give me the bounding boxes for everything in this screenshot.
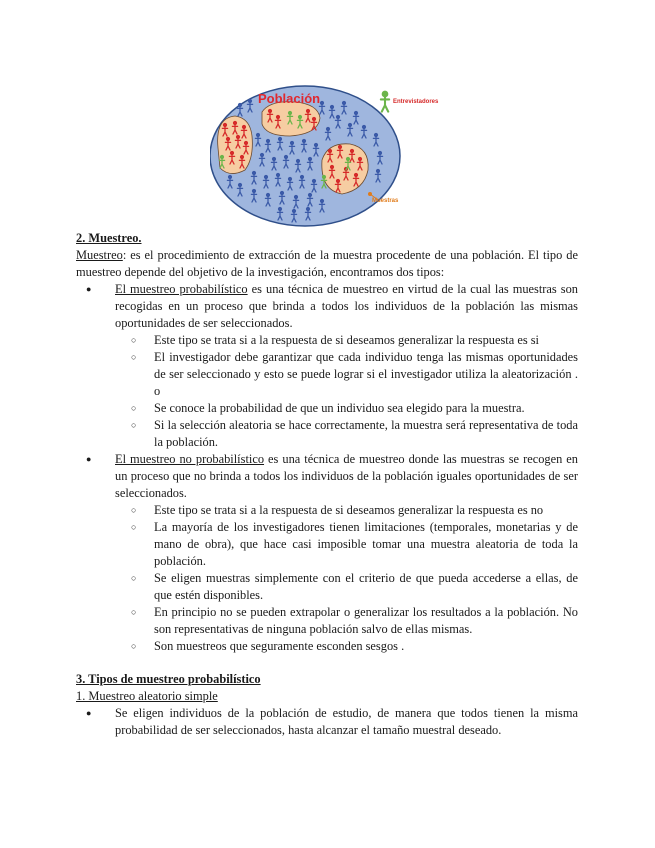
intro-text: : es el procedimiento de extracción de la muestra procedente de una población. El tipo de muestreo depende del objetivo de la investigación, encontramos dos tipos:: [76, 248, 578, 279]
list-item: ○ La mayoría de los investigadores tienen limitaciones (temporales, monetarias y de mano de obra), que hace casi imposible tomar una muestra aleatoria de toda la población.: [115, 519, 578, 570]
list-item: ○ Este tipo se trata si a la respuesta de si deseamos generalizar la respuesta es si: [115, 332, 578, 349]
non-probabilistic-term: El muestreo no probabilístico: [115, 452, 265, 466]
section-2-heading: 2. Muestreo.: [76, 231, 142, 245]
list-item: ● Se eligen individuos de la población de estudio, de manera que todos tienen la misma probabilidad de ser seleccionados, hasta alcanzar el tamaño muestral deseado.: [76, 705, 578, 739]
list-item-probabilistic: [76, 281, 578, 451]
list-item: ○ Si la selección aleatoria se hace correctamente, la muestra será representativa de toda la población.: [115, 417, 578, 451]
document-body: [76, 230, 578, 739]
section-2-intro: [76, 247, 578, 281]
population-illustration: [210, 78, 455, 230]
simple-random-list: [76, 705, 578, 739]
non-probabilistic-sublist: [115, 502, 578, 655]
non-probabilistic-text: es una técnica de muestreo donde las muestras se recogen en un proceso que no brinda a todos los individuos de la población iguales oportunidades de ser seleccionados.: [115, 452, 579, 500]
intro-term: Muestreo: [76, 248, 123, 262]
list-item: ○ Este tipo se trata si a la respuesta de si deseamos generalizar la respuesta es no: [115, 502, 578, 519]
interviewer-icon: [381, 91, 389, 111]
interviewers-label: Entrevistadores: [393, 99, 439, 105]
probabilistic-term: El muestreo probabilístico: [115, 282, 248, 296]
list-item: ○ El investigador debe garantizar que cada individuo tenga las mismas oportunidades de ser seleccionado y esto se puede lograr si el investigador utiliza la aleatorización . o: [115, 349, 578, 400]
section-3-subheading: 1. Muestreo aleatorio simple: [76, 689, 218, 703]
list-item: ○ Son muestreos que seguramente esconden sesgos .: [115, 638, 578, 655]
figure-title: Población: [258, 91, 321, 106]
probabilistic-sublist: [115, 332, 578, 451]
samples-label: Muestras: [372, 198, 399, 204]
probabilistic-text: es una técnica de muestreo en virtud de la cual las muestras son recogidas en un proceso que brinda a todos los individuos de la población las mismas oportunidades de ser seleccionados.: [115, 282, 578, 330]
section-3-heading: 3. Tipos de muestreo probabilístico: [76, 672, 261, 686]
list-item: ○ Se eligen muestras simplemente con el criterio de que pueda accederse a ellas, de que estén disponibles.: [115, 570, 578, 604]
list-item: ○ Se conoce la probabilidad de que un individuo sea elegido para la muestra.: [115, 400, 578, 417]
list-item: ○ En principio no se pueden extrapolar o generalizar los resultados a la población. No son representativas de ninguna población salvo de ellas mismas.: [115, 604, 578, 638]
list-item-non-probabilistic: [76, 451, 578, 655]
sampling-types-list: [76, 281, 578, 655]
